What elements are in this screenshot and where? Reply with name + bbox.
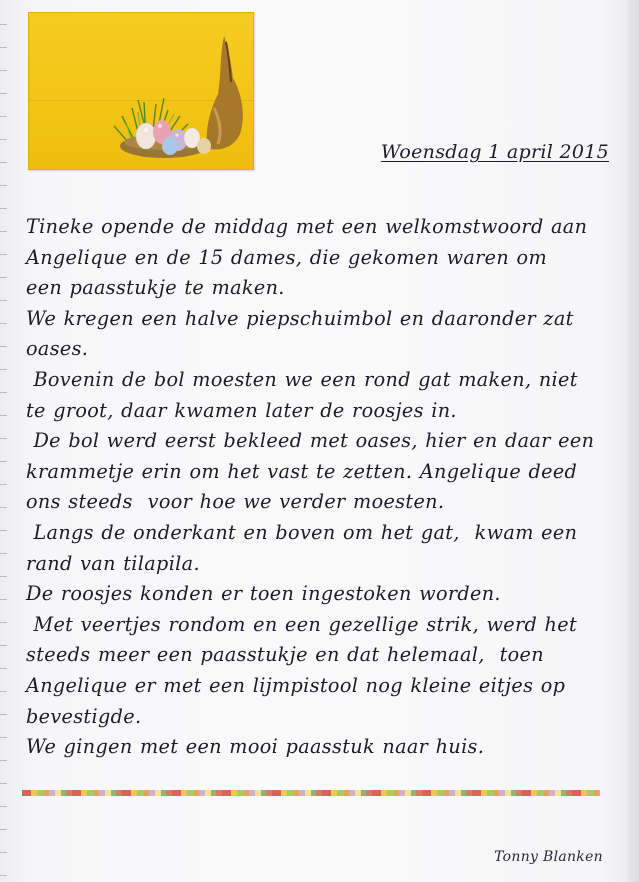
margin-tick (0, 93, 7, 94)
margin-tick (0, 70, 7, 71)
body-line: bevestigde. (26, 704, 142, 728)
body-line: De bol werd eerst bekleed met oases, hier en daar een (26, 429, 595, 453)
margin-tick (0, 829, 7, 830)
margin-tick (0, 346, 7, 347)
margin-tick (0, 668, 7, 669)
body-line: te groot, daar kwamen later de roosjes in. (26, 398, 457, 422)
margin-tick (0, 415, 7, 416)
margin-tick (0, 116, 7, 117)
margin-tick (0, 530, 7, 531)
body-line: een paasstukje te maken. (26, 276, 285, 300)
margin-tick (0, 392, 7, 393)
body-line: krammetje erin om het vast te zetten. Angelique deed (26, 459, 578, 483)
date-heading: Woensdag 1 april 2015 (380, 141, 609, 163)
easter-nest-illustration (28, 12, 254, 170)
body-line: rand van tilapila. (26, 551, 200, 575)
easter-card-image (28, 12, 254, 170)
margin-tick (0, 553, 7, 554)
margin-tick (0, 875, 7, 876)
body-line: Bovenin de bol moesten we een rond gat maken, niet (26, 367, 578, 391)
margin-tick (0, 162, 7, 163)
author-signature: Tonny Blanken (494, 849, 603, 865)
margin-tick (0, 323, 7, 324)
margin-tick (0, 47, 7, 48)
body-line: Angelique en de 15 dames, die gekomen waren om (26, 245, 547, 269)
margin-tick (0, 461, 7, 462)
body-line: oases. (26, 337, 89, 361)
margin-tick (0, 691, 7, 692)
margin-tick (0, 231, 7, 232)
margin-tick (0, 369, 7, 370)
margin-tick (0, 254, 7, 255)
margin-tick (0, 576, 7, 577)
margin-tick (0, 737, 7, 738)
margin-tick (0, 438, 7, 439)
margin-tick (0, 139, 7, 140)
page-margin-ticks (0, 0, 8, 882)
margin-tick (0, 277, 7, 278)
margin-tick (0, 806, 7, 807)
margin-tick (0, 208, 7, 209)
margin-tick (0, 484, 7, 485)
body-line: De roosjes konden er toen ingestoken worden. (26, 582, 501, 606)
margin-tick (0, 783, 7, 784)
report-body (26, 212, 616, 763)
body-line: Tineke opende de middag met een welkomstwoord aan (26, 215, 588, 238)
margin-tick (0, 599, 7, 600)
margin-tick (0, 622, 7, 623)
body-line: Langs de onderkant en boven om het gat, kwam een (26, 520, 578, 544)
body-line: We kregen een halve piepschuimbol en daaronder zat (26, 306, 574, 330)
margin-tick (0, 507, 7, 508)
body-line: ons steeds voor hoe we verder moesten. (26, 490, 445, 514)
body-line: We gingen met een mooi paasstuk naar huis. (26, 735, 485, 759)
margin-tick (0, 714, 7, 715)
margin-tick (0, 185, 7, 186)
margin-tick (0, 645, 7, 646)
margin-tick (0, 760, 7, 761)
margin-tick (0, 300, 7, 301)
margin-tick (0, 24, 7, 25)
body-line: steeds meer een paasstukje en dat helemaal, toen (26, 643, 544, 667)
body-line: Met veertjes rondom en een gezellige strik, werd het (26, 612, 578, 636)
margin-tick (0, 852, 7, 853)
decorative-divider (22, 790, 600, 796)
page-edge-shadow (625, 0, 639, 882)
body-line: Angelique er met een lijmpistool nog kleine eitjes op (26, 673, 566, 697)
